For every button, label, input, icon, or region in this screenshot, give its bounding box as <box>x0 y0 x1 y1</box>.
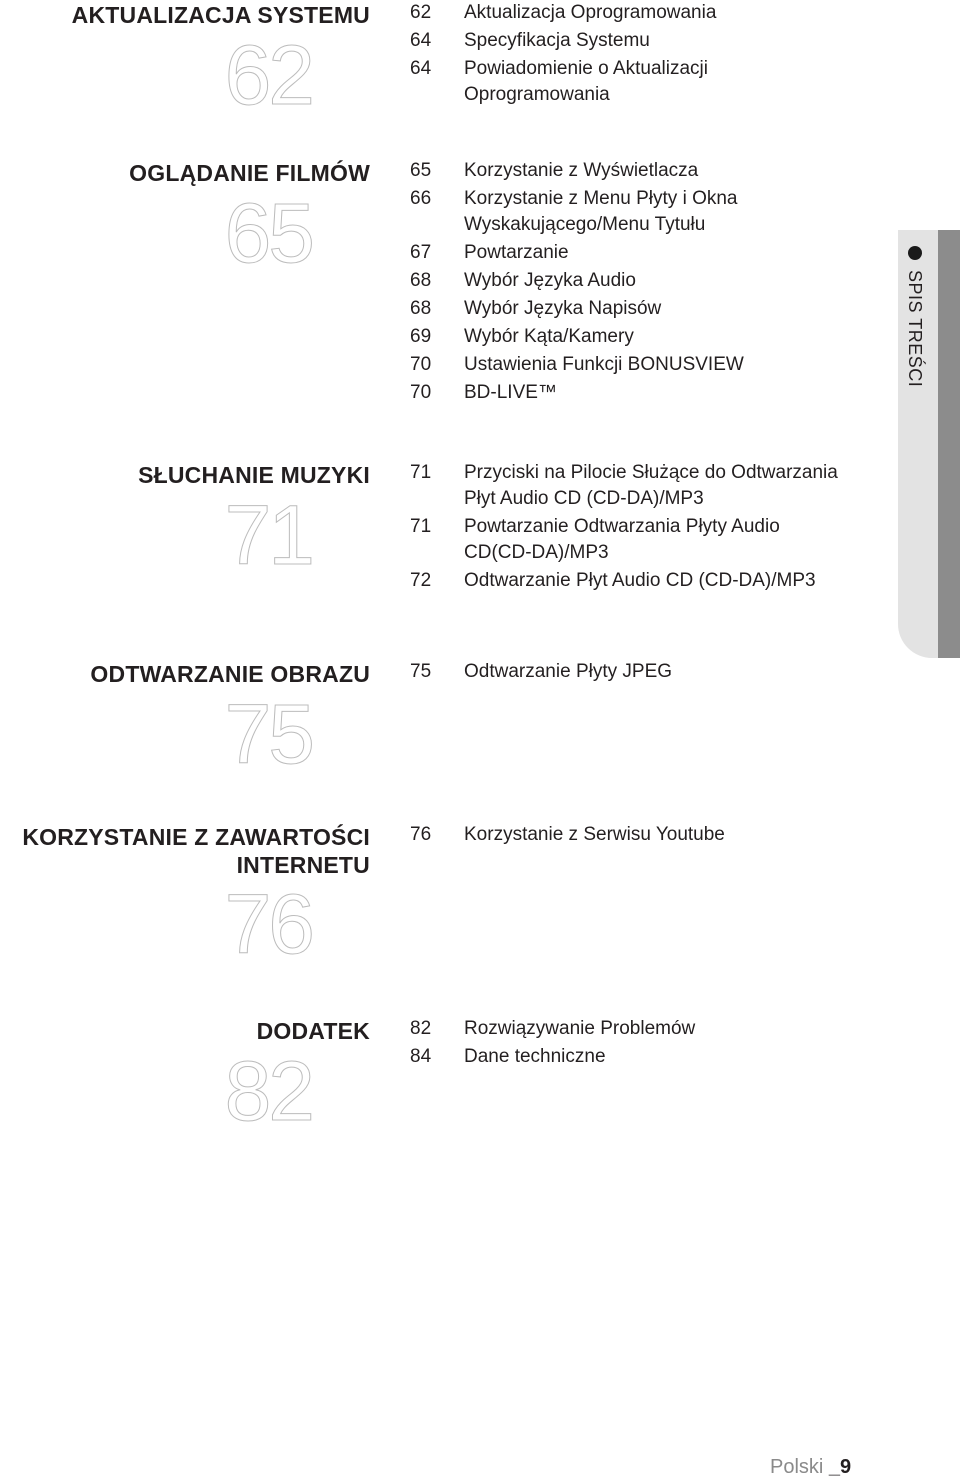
entry-text: Rozwiązywanie Problemów <box>464 1018 696 1039</box>
entry-page: 66 <box>410 188 432 209</box>
toc-entry[interactable] <box>410 158 870 184</box>
entry-text: Odtwarzanie Płyty JPEG <box>464 661 673 682</box>
entry-list <box>410 1016 870 1072</box>
section-number: 65 <box>224 186 312 280</box>
toc-entry[interactable] <box>410 0 870 26</box>
section-title: AKTUALIZACJA SYSTEMU <box>71 2 370 28</box>
entry-page: 64 <box>410 30 432 51</box>
toc-entry[interactable] <box>410 268 870 294</box>
footer-page-number: _9 <box>828 1456 852 1478</box>
toc-entry[interactable] <box>410 659 870 685</box>
section-title: ODTWARZANIE OBRAZU <box>90 661 370 687</box>
entry-text: BD-LIVE™ <box>464 382 557 403</box>
entry-page: 67 <box>410 242 432 263</box>
entry-text: Specyfikacja Systemu <box>464 30 650 51</box>
section-number: 76 <box>224 877 312 971</box>
toc-entry[interactable] <box>410 56 740 108</box>
toc-entry[interactable] <box>410 514 820 566</box>
section-number: 71 <box>224 488 312 582</box>
entry-text: Powtarzanie <box>464 242 569 263</box>
entry-text: Wybór Języka Napisów <box>464 298 662 319</box>
entry-text: Dane techniczne <box>464 1046 606 1067</box>
entry-page: 84 <box>410 1046 432 1067</box>
toc-entry[interactable] <box>410 1044 870 1070</box>
entry-page: 82 <box>410 1018 432 1039</box>
entry-text: Korzystanie z Wyświetlacza <box>464 160 699 181</box>
section-title: OGLĄDANIE FILMÓW <box>129 160 370 186</box>
bullet-dot-icon <box>908 246 922 260</box>
entry-list <box>410 460 870 596</box>
toc-entry[interactable] <box>410 1016 870 1042</box>
toc-entry[interactable] <box>410 352 870 378</box>
entry-text: Powtarzanie Odtwarzania Płyty Audio CD(CD-DA)/MP3 <box>464 516 780 563</box>
toc-entry[interactable] <box>410 460 850 512</box>
entry-text: Aktualizacja Oprogramowania <box>464 2 717 23</box>
section-number: 75 <box>224 687 312 781</box>
section-number: 62 <box>224 28 312 122</box>
entry-page: 72 <box>410 570 432 591</box>
entry-page: 69 <box>410 326 432 347</box>
section-number: 82 <box>224 1044 312 1138</box>
entry-text: Ustawienia Funkcji BONUSVIEW <box>464 354 744 375</box>
entry-page: 71 <box>410 516 432 537</box>
entry-page: 62 <box>410 2 432 23</box>
side-tab-strip <box>938 230 960 658</box>
entry-page: 65 <box>410 160 432 181</box>
entry-page: 70 <box>410 354 432 375</box>
toc-entry[interactable] <box>410 240 870 266</box>
entry-text: Odtwarzanie Płyt Audio CD (CD-DA)/MP3 <box>464 570 816 591</box>
footer-language: Polski <box>770 1456 829 1478</box>
entry-page: 75 <box>410 661 432 682</box>
entry-list <box>410 158 870 408</box>
entry-text: Powiadomienie o Aktualizacji Oprogramowania <box>464 58 708 105</box>
entry-page: 70 <box>410 382 432 403</box>
toc-entry[interactable] <box>410 28 870 54</box>
entry-text: Wybór Kąta/Kamery <box>464 326 634 347</box>
section-title-line: KORZYSTANIE Z ZAWARTOŚCI <box>22 824 370 850</box>
section-title: DODATEK <box>256 1018 370 1044</box>
entry-text: Przyciski na Pilocie Służące do Odtwarzania Płyt Audio CD (CD-DA)/MP3 <box>464 462 838 509</box>
toc-entry[interactable] <box>410 186 770 238</box>
entry-list <box>410 822 870 850</box>
entry-text: Korzystanie z Menu Płyty i Okna Wyskakującego/Menu Tytułu <box>464 188 738 235</box>
entry-page: 68 <box>410 270 432 291</box>
section-title <box>0 823 370 879</box>
entry-page: 71 <box>410 462 432 483</box>
toc-entry[interactable] <box>410 822 870 848</box>
toc-entry[interactable] <box>410 380 870 406</box>
section-title-line: INTERNETU <box>236 852 370 878</box>
entry-list <box>410 0 870 110</box>
entry-page: 76 <box>410 824 432 845</box>
entry-list <box>410 659 870 687</box>
entry-page: 64 <box>410 58 432 79</box>
toc-entry[interactable] <box>410 296 870 322</box>
toc-entry[interactable] <box>410 568 870 594</box>
entry-text: Wybór Języka Audio <box>464 270 636 291</box>
section-title: SŁUCHANIE MUZYKI <box>138 462 370 488</box>
page-footer <box>770 1456 851 1479</box>
side-tab-label: SPIS TREŚCI <box>905 270 925 388</box>
entry-page: 68 <box>410 298 432 319</box>
entry-text: Korzystanie z Serwisu Youtube <box>464 824 725 845</box>
toc-entry[interactable] <box>410 324 870 350</box>
